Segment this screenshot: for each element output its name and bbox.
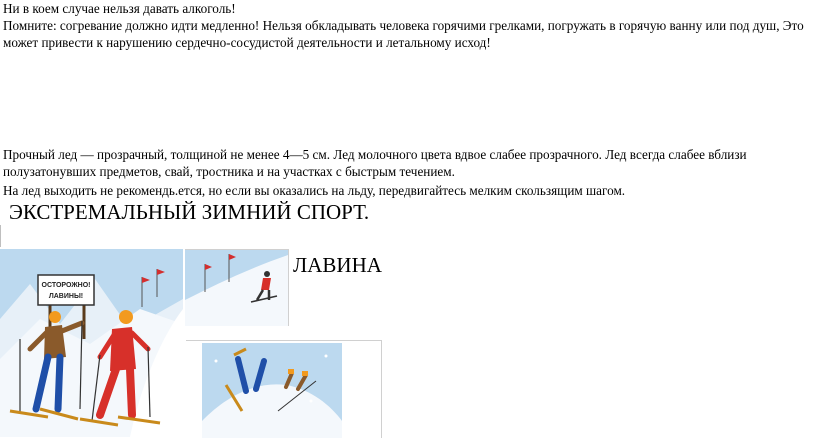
skier-slope-illustration — [185, 249, 289, 326]
sign-line-1: ОСТОРОЖНО! — [41, 282, 91, 289]
divider-line — [0, 225, 1, 247]
warming-advice-paragraph: Помните: согревание должно идти медленно! Нельзя обкладывать человека горячими грелками, погружать в горячую ванну или под душ, Это может привести к нарушению сердечно-сосудистой деятельности и летальному исход! — [3, 18, 804, 50]
sign-line-2: ЛАВИНЫ! — [48, 293, 84, 300]
section-heading: ЭКСТРЕМАЛЬНЫЙ ЗИМНИЙ СПОРТ. — [9, 200, 370, 224]
skiers-warning-illustration — [0, 249, 183, 437]
ice-walking-paragraph: На лед выходить не рекомендь.ется, но если вы оказались на льду, передвигайтесь мелким скользящим шагом. — [3, 183, 626, 198]
avalanche-label: ЛАВИНА — [293, 253, 382, 277]
ice-thickness-paragraph: Прочный лед — прозрачный, толщиной не менее 4—5 см. Лед молочного цвета вдвое слабее прозрачного. Лед всегда слабее вблизи полузатонувших предметов, свай, тростника и на участках с быстрым течением. — [3, 147, 747, 179]
alcohol-warning: Ни в коем случае нельзя давать алкоголь! — [3, 1, 236, 16]
buried-skier-illustration — [186, 340, 382, 438]
